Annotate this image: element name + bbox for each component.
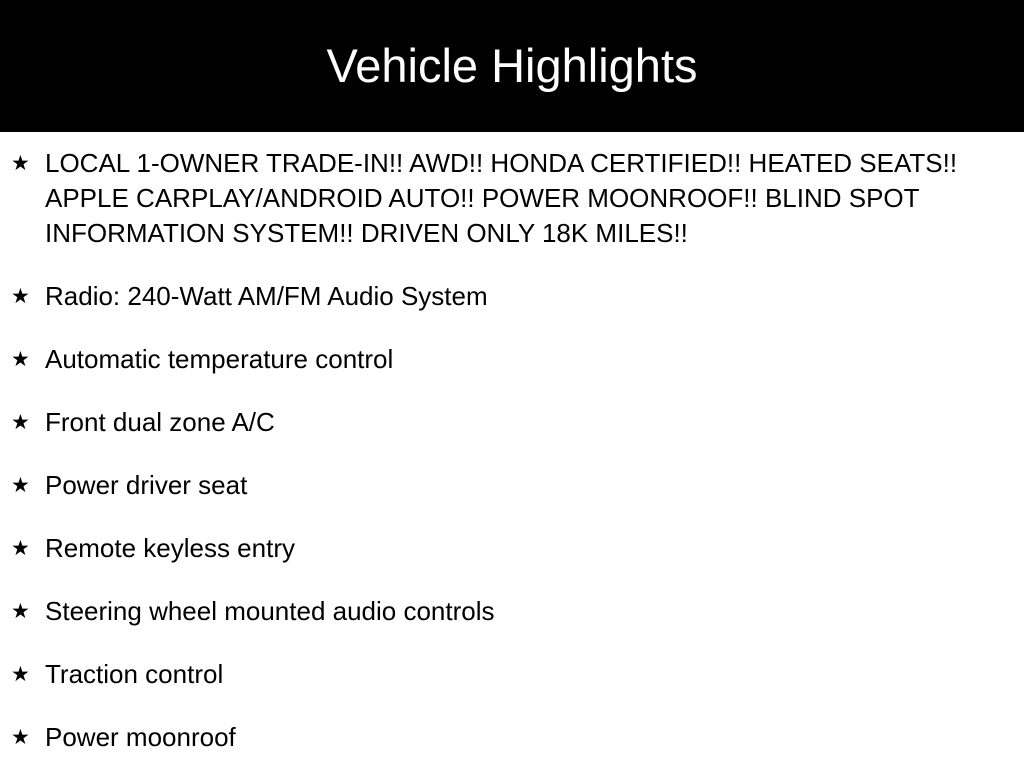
list-item-text: Front dual zone A/C	[45, 407, 275, 437]
star-icon: ★	[11, 348, 30, 371]
list-item	[0, 279, 1024, 314]
title-banner	[0, 0, 1024, 132]
list-item-text: Steering wheel mounted audio controls	[45, 596, 495, 626]
list-item	[0, 720, 1024, 755]
list-item-text: Traction control	[45, 659, 224, 689]
list-item	[0, 468, 1024, 503]
list-item	[0, 342, 1024, 377]
list-item-text: LOCAL 1-OWNER TRADE-IN!! AWD!! HONDA CERTIFIED!! HEATED SEATS!! APPLE CARPLAY/ANDROID AUTO!! POWER MOONROOF!! BLIND SPOT INFORMATION SYSTEM!! DRIVEN ONLY 18K MILES!!	[45, 148, 958, 248]
list-item-text: Power driver seat	[45, 470, 248, 500]
list-item	[0, 146, 1024, 251]
list-item-text: Power moonroof	[45, 722, 236, 752]
star-icon: ★	[11, 285, 30, 308]
star-icon: ★	[11, 152, 30, 175]
list-item	[0, 405, 1024, 440]
list-item	[0, 657, 1024, 692]
page-title: Vehicle Highlights	[326, 39, 698, 92]
list-item	[0, 594, 1024, 629]
list-item-text: Automatic temperature control	[45, 344, 394, 374]
star-icon: ★	[11, 474, 30, 497]
list-item-text: Remote keyless entry	[45, 533, 295, 563]
star-icon: ★	[11, 600, 30, 623]
list-item-text: Radio: 240-Watt AM/FM Audio System	[45, 281, 488, 311]
star-icon: ★	[11, 726, 30, 749]
highlights-list	[0, 146, 1024, 783]
star-icon: ★	[11, 411, 30, 434]
star-icon: ★	[11, 663, 30, 686]
list-item	[0, 531, 1024, 566]
star-icon: ★	[11, 537, 30, 560]
